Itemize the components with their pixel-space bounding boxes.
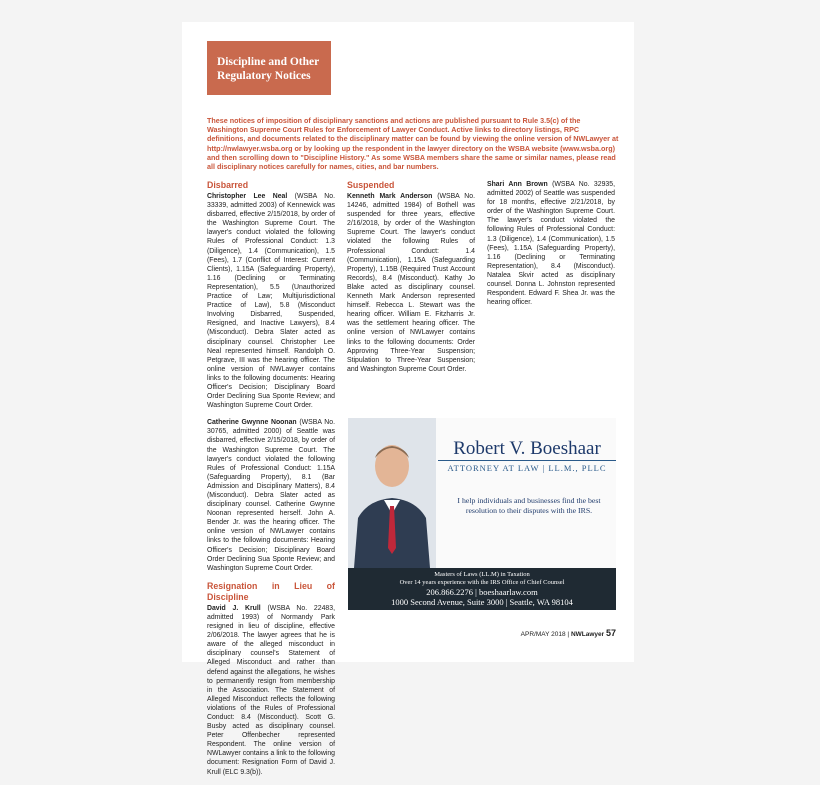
section-heading-resignation: Resignation in Lieu of Discipline [207, 580, 335, 602]
footer-page-number: 57 [605, 628, 616, 638]
page-title-line-2: Regulatory Notices [217, 70, 311, 82]
ad-contact-line[interactable]: 206.866.2276 | boeshaarlaw.com [426, 587, 538, 597]
page-title [207, 41, 331, 95]
page-footer [512, 628, 616, 638]
section-heading-suspended: Suspended [347, 180, 395, 190]
ad-address: 1000 Second Avenue, Suite 3000 | Seattle, WA 98104 [391, 597, 573, 607]
notice-entry [347, 192, 475, 374]
section-heading-disbarred: Disbarred [207, 180, 249, 190]
notice-text: (WSBA No. 32935, admitted 2002) of Seattle was suspended for 18 months, effective 2/21/2018, by order of the Washington Supreme Court. The lawyer's conduct violated the following Rules of Professional Conduct: 1.3 (Diligence), 1.4 (Communication), 1.5 (Fees), 1.15A (Safeguarding Property), 1.16 (Declining or Terminating Representation), 8.4 (Misconduct). Natalea Skvir acted as disciplinary counsel. Donna L. Johnston represented Respondent. Edward F. Shea Jr. was the hearing officer. [487, 181, 616, 307]
ad-tagline: I help individuals and businesses find the best resolution to their disputes with the IRS. [457, 496, 601, 515]
notice-text: (WSBA No. 33339, admitted 2003) of Kennewick was disbarred, effective 2/15/2018, by order of the Washington Supreme Court. The lawyer's conduct violated the following Rules of Professional Conduct: 1.3 (Diligence), 1.4 (Communication), 1.5 (Fees), 1.7 (Conflict of Interest: Current Clients), 1.15A (Safeguarding Property), 1.16 (Declining or Terminating Representation), 5.5 (Unauthorized Practice of Law; Multijurisdictional Practice of Law), 5.8 (Misconduct Involving Disbarred, Suspended, Resigned, and Inactive Lawyers), 8.4 (Misconduct). Debra Slater acted as disciplinary counsel. Christopher Lee Neal represented himself. Randolph O. Petgrave, III was the hearing officer. The online version of NWLawyer contains links to the following documents: Hearing Officer's Decision; Disciplinary Board Order Declining Sua Sponte Review; and Washington Supreme Court Order. [207, 193, 335, 410]
footer-divider: | [567, 631, 570, 638]
footer-issue: APR/MAY 2018 [520, 631, 566, 638]
attorney-portrait-icon [348, 418, 436, 568]
notice-entry [207, 418, 335, 573]
intro-paragraph: These notices of imposition of disciplinary sanctions and actions are published pursuant to Rule 3.5(c) of the Washington Supreme Court Rules for Enforcement of Lawyer Conduct. Active links to directory listings, RPC definitions, and documents related to the disciplinary matter can be found by viewing the online version of NWLawyer at http://nwlawyer.wsba.org or by looking up the respondent in the lawyer directory on the WSBA website (www.wsba.org) and then scrolling down to "Discipline History." As some WSBA members share the same or similar names, please read all disciplinary notices carefully for names, cities, and bar numbers. [207, 116, 619, 172]
ad-contact-bar [348, 568, 616, 610]
respondent-name: Kenneth Mark Anderson [347, 193, 433, 200]
ad-credential-1: Masters of Laws (LL.M) in Taxation [434, 571, 530, 578]
magazine-page [182, 22, 634, 776]
advertisement[interactable] [348, 418, 616, 610]
ad-credential-2: Over 14 years experience with the IRS Office of Chief Counsel [399, 579, 565, 586]
attorney-photo [348, 418, 436, 568]
notice-entry [207, 192, 335, 410]
respondent-name: Christopher Lee Neal [207, 193, 288, 200]
notice-entry [487, 180, 615, 307]
column-1 [207, 180, 335, 785]
notice-text: (WSBA No. 22483, admitted 1993) of Normandy Park resigned in lieu of discipline, effective 2/06/2018. The lawyer agrees that he is aware of the alleged misconduct in disciplinary counsel's Statement of Alleged Misconduct and rather than defend against the allegations, he wishes to permanently resign from membership in the Association. The Statement of Alleged Misconduct reflects the following violations of the Rules of Professional Conduct: 8.4 (Misconduct). Scott G. Busby acted as disciplinary counsel. Peter Offenbecher represented Respondent. The online version of NWLawyer contains a link to the following document: Resignation Form of David J. Krull (ELC 9.3(b)). [207, 604, 335, 776]
notice-text: (WSBA No. 30765, admitted 2000) of Seattle was disbarred, effective 2/15/2018, by order of the Washington Supreme Court. The lawyer's conduct violated the following Rules of Professional Conduct: 1.15A (Safeguarding Property), 8.1 (Bar Admission and Disciplinary Matters), 8.4 (Misconduct). Debra Slater acted as disciplinary counsel. Catherine Gwynne Noonan represented herself. John A. Bender Jr. was the hearing officer. The online version of NWLawyer contains links to the following documents: Hearing Officer's Decision; Disciplinary Board Order Declining Sua Sponte Review; and Washington Supreme Court Order. [207, 419, 335, 572]
column-3 [487, 180, 615, 315]
ad-firm-name: ATTORNEY AT LAW | LL.M., PLLC [438, 460, 616, 473]
column-2 [347, 180, 475, 382]
respondent-name: Catherine Gwynne Noonan [207, 419, 297, 427]
respondent-name: David J. Krull [207, 604, 261, 612]
ad-attorney-name: Robert V. Boeshaar [453, 438, 601, 459]
page-title-line-1: Discipline and Other [217, 56, 320, 68]
notice-entry [207, 604, 335, 777]
respondent-name: Shari Ann Brown [487, 181, 548, 188]
footer-magazine: NWLawyer [570, 631, 605, 638]
notice-text: (WSBA No. 14246, admitted 1984) of Bothell was suspended for three years, effective 2/16/2018, by order of the Washington Supreme Court. The lawyer's conduct violated the following Rules of Professional Conduct: 1.4 (Communication), 1.15A (Safeguarding Property), 1.15B (Required Trust Account Records), 8.4 (Misconduct). Kathy Jo Blake acted as disciplinary counsel. Kenneth Mark Anderson represented himself. Rebecca L. Stewart was the hearing officer. William E. Fitzharris Jr. was the settlement hearing officer. The online version of NWLawyer contains links to the following documents: Order Approving Three-Year Suspension; Stipulation to Three-Year Suspension; and Washington Supreme Court Order. [347, 193, 475, 373]
